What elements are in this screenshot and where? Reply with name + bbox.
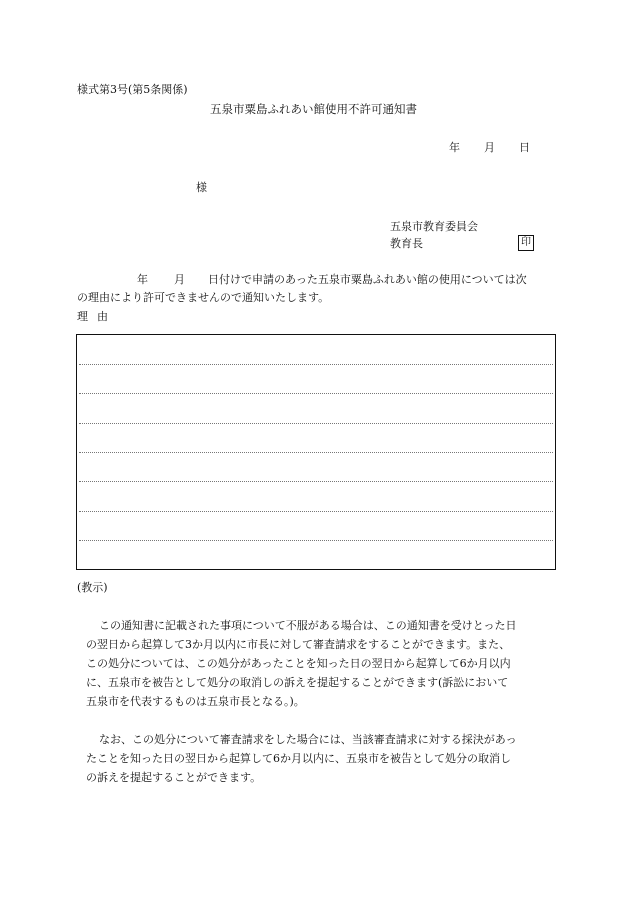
reason-rule	[79, 393, 553, 394]
instruction-p2-line: の訴えを提起することができます。	[86, 771, 262, 784]
reason-rule	[79, 364, 553, 365]
instruction-p2-line: たことを知った日の翌日から起算して6か月以内に、五泉市を被告として処分の取消し	[86, 752, 511, 765]
body-year: 年	[137, 273, 148, 286]
reason-rule	[79, 481, 553, 482]
document-title: 五泉市粟島ふれあい館使用不許可通知書	[210, 102, 417, 116]
seal-mark: 印	[518, 235, 534, 251]
body-line-2: の理由により許可できませんので通知いたします。	[77, 291, 330, 304]
date-line	[449, 142, 530, 153]
instruction-p2-line: なお、この処分について審査請求をした場合には、当該審査請求に対する採決があっ	[99, 733, 517, 746]
instruction-label: (教示)	[77, 581, 108, 594]
instruction-p1-line: この通知書に記載された事項について不服がある場合は、この通知書を受けとった日	[99, 619, 517, 632]
reason-rule	[79, 511, 553, 512]
issuer-organization: 五泉市教育委員会	[390, 220, 478, 233]
date-month: 月	[484, 141, 495, 154]
date-year: 年	[449, 141, 460, 154]
instruction-p1-line: この処分については、この処分があったことを知った日の翌日から起算して6か月以内	[86, 657, 511, 670]
instruction-p1-line: に、五泉市を被告として処分の取消しの訴えを提起することができます(訴訟において	[86, 676, 509, 689]
recipient-honorific: 様	[196, 181, 207, 194]
reason-rule	[79, 423, 553, 424]
instruction-p1-line: の翌日から起算して3か月以内に市長に対して審査請求をすることができます。また、	[86, 638, 511, 651]
body-line-1-text: 日付けで申請のあった五泉市粟島ふれあい館の使用については次	[208, 273, 527, 286]
reason-rule	[79, 540, 553, 541]
body-month: 月	[174, 273, 185, 286]
date-day: 日	[519, 141, 530, 154]
issuer-title: 教育長	[390, 237, 423, 250]
form-number: 様式第3号(第5条関係)	[77, 83, 188, 96]
reason-rule	[79, 452, 553, 453]
instruction-p1-line: 五泉市を代表するものは五泉市長となる。)。	[86, 695, 305, 708]
reason-label: 理由	[77, 310, 117, 323]
reason-box	[76, 334, 556, 570]
